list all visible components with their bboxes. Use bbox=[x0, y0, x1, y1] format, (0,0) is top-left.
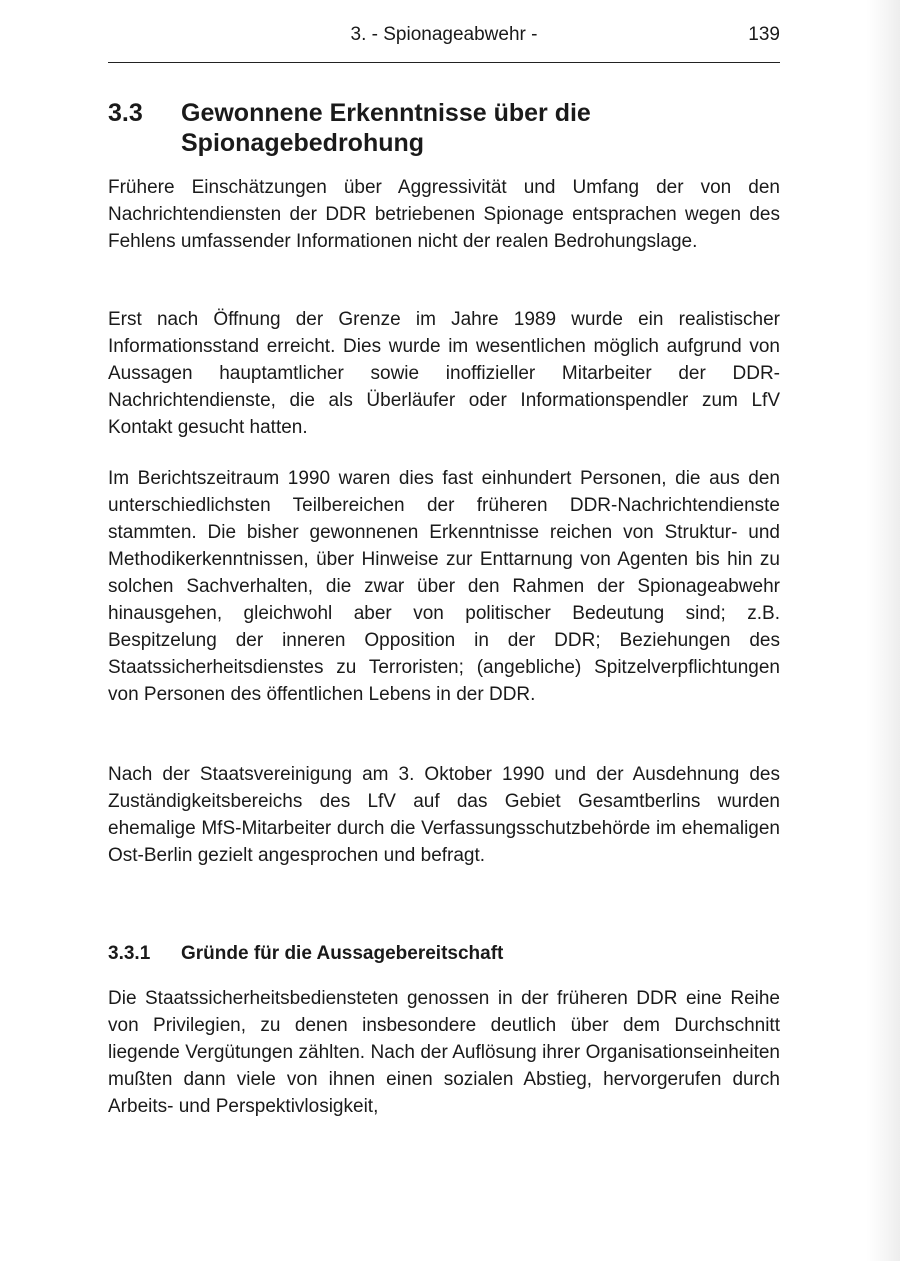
paragraph-4: Nach der Staatsvereinigung am 3. Oktober 1990 und der Ausdehnung des Zuständigkeitsbereichs des LfV auf das Gebiet Gesamtberlins wurden ehemalige MfS-Mitarbeiter durch die Verfassungsschutzbehörde im ehemaligen Ost-Berlin gezielt angesprochen und befragt. bbox=[108, 764, 780, 866]
section-title: Gewonnene Erkenntnisse über die Spionagebedrohung bbox=[181, 99, 591, 157]
paragraph-5: Die Staatssicherheitsbediensteten genossen in der früheren DDR eine Reihe von Privilegien, zu denen insbesondere deutlich über dem Durchschnitt liegende Vergütungen zählten. Nach der Auflösung ihrer Organisationseinheiten mußten dann viele von ihnen einen sozialen Abstieg, hervorgerufen durch Arbeits- und Perspektivlosigkeit, bbox=[108, 988, 780, 1117]
paragraph-3: Im Berichtszeitraum 1990 waren dies fast einhundert Personen, die aus den unterschiedlichsten Teilbereichen der früheren DDR-Nachrichtendienste stammten. Die bisher gewonnenen Erkenntnisse reichen von Struktur- und Methodikerkenntnissen, über Hinweise zur Enttarnung von Agenten bis hin zu solchen Sachverhalten, die zwar über den Rahmen der Spionageabwehr hinausgehen, gleichwohl aber von politischer Bedeutung sind; z.B. Bespitzelung der inneren Opposition in der DDR; Beziehungen des Staatssicherheitsdienstes zu Terroristen; (angebliche) Spitzelverpflichtungen von Personen des öffentlichen Lebens in der DDR. bbox=[108, 468, 780, 705]
subsection-title: Gründe für die Aussagebereitschaft bbox=[181, 943, 504, 964]
section-number: 3.3 bbox=[108, 99, 143, 127]
page-number: 139 bbox=[748, 24, 780, 45]
header-rule bbox=[108, 62, 780, 63]
running-header bbox=[108, 22, 780, 50]
paragraph-1: Frühere Einschätzungen über Aggressivität und Umfang der von den Nachrichtendiensten der DDR betriebenen Spionage entsprachen wegen des Fehlens umfassender Informationen nicht der realen Bedrohungslage. bbox=[108, 177, 780, 252]
page-edge-shadow bbox=[866, 0, 900, 1261]
running-title: 3. - Spionageabwehr - bbox=[350, 24, 538, 45]
paragraph-2: Erst nach Öffnung der Grenze im Jahre 1989 wurde ein realistischer Informationsstand erreicht. Dies wurde im wesentlichen möglich aufgrund von Aussagen hauptamtlicher sowie inoffizieller Mitarbeiter der DDR-Nachrichtendienste, die als Überläufer oder Informationspendler zum LfV Kontakt gesucht hatten. bbox=[108, 309, 780, 438]
subsection-number: 3.3.1 bbox=[108, 943, 151, 964]
